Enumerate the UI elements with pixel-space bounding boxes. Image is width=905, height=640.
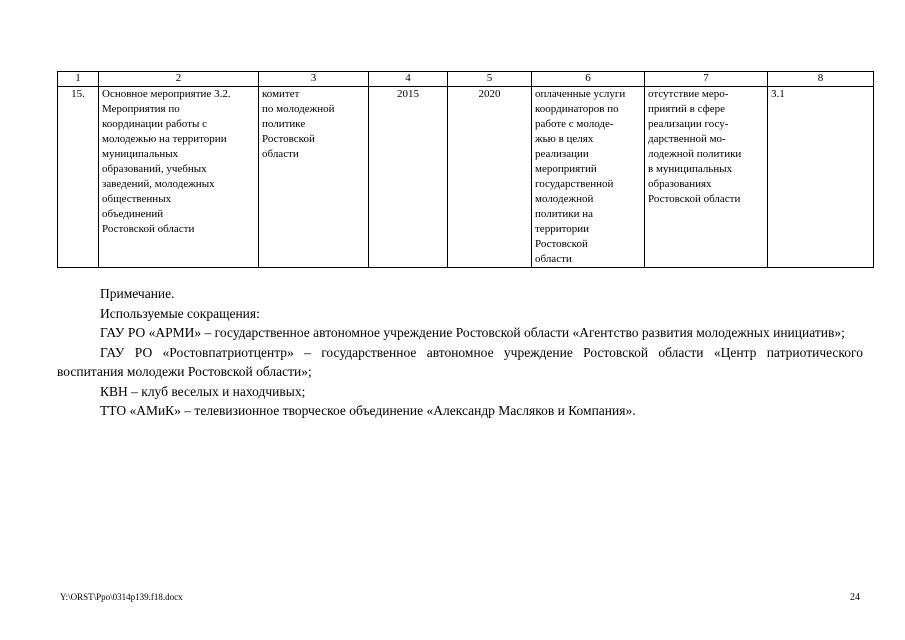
column-number: 1 xyxy=(58,72,99,87)
abbreviation-item: ГАУ РО «Ростовпатриотцентр» – государственное автономное учреждение Ростовской области «Центр патриотического воспитания молодежи Ростовской области»; xyxy=(57,344,863,379)
table-row xyxy=(58,87,874,268)
expected-result-cell: оплаченные услуги координаторов по работе с молоде- жью в целях реализации мероприятий государственной молодежной политики на территории Ростовской области xyxy=(532,87,645,268)
link-cell: 3.1 xyxy=(768,87,874,268)
column-number: 5 xyxy=(448,72,532,87)
event-cell: Основное мероприятие 3.2. Мероприятия по координации работы с молодежью на территории муниципальных образований, учебных заведений, молодежных общественных объединений Ростовской области xyxy=(99,87,259,268)
executor-cell: комитет по молодежной политике Ростовской области xyxy=(259,87,369,268)
column-number: 3 xyxy=(259,72,369,87)
row-number: 15. xyxy=(58,87,99,268)
page-number: 24 xyxy=(850,592,860,603)
notes-title: Примечание. xyxy=(100,286,175,301)
column-number: 7 xyxy=(645,72,768,87)
abbreviation-item: ГАУ РО «АРМИ» – государственное автономное учреждение Ростовской области «Агентство развития молодежных инициатив»; xyxy=(100,325,845,340)
program-table xyxy=(57,71,874,268)
file-path: Y:\ORST\Ppo\0314p139.f18.docx xyxy=(60,592,183,602)
column-number-row xyxy=(58,72,874,87)
abbreviation-item: ТТО «АМиК» – телевизионное творческое объединение «Александр Масляков и Компания». xyxy=(100,403,636,418)
column-number: 2 xyxy=(99,72,259,87)
abbreviation-item: КВН – клуб веселых и находчивых; xyxy=(100,383,306,399)
column-number: 8 xyxy=(768,72,874,87)
notes-section xyxy=(57,284,863,421)
end-year-cell: 2020 xyxy=(448,87,532,268)
consequences-cell: отсутствие меро- приятий в сфере реализации госу- дарственной мо- лодежной политики в муниципальных образованиях Ростовской области xyxy=(645,87,768,268)
column-number: 6 xyxy=(532,72,645,87)
start-year-cell: 2015 xyxy=(369,87,448,268)
abbreviations-heading: Используемые сокращения: xyxy=(100,305,260,321)
column-number: 4 xyxy=(369,72,448,87)
